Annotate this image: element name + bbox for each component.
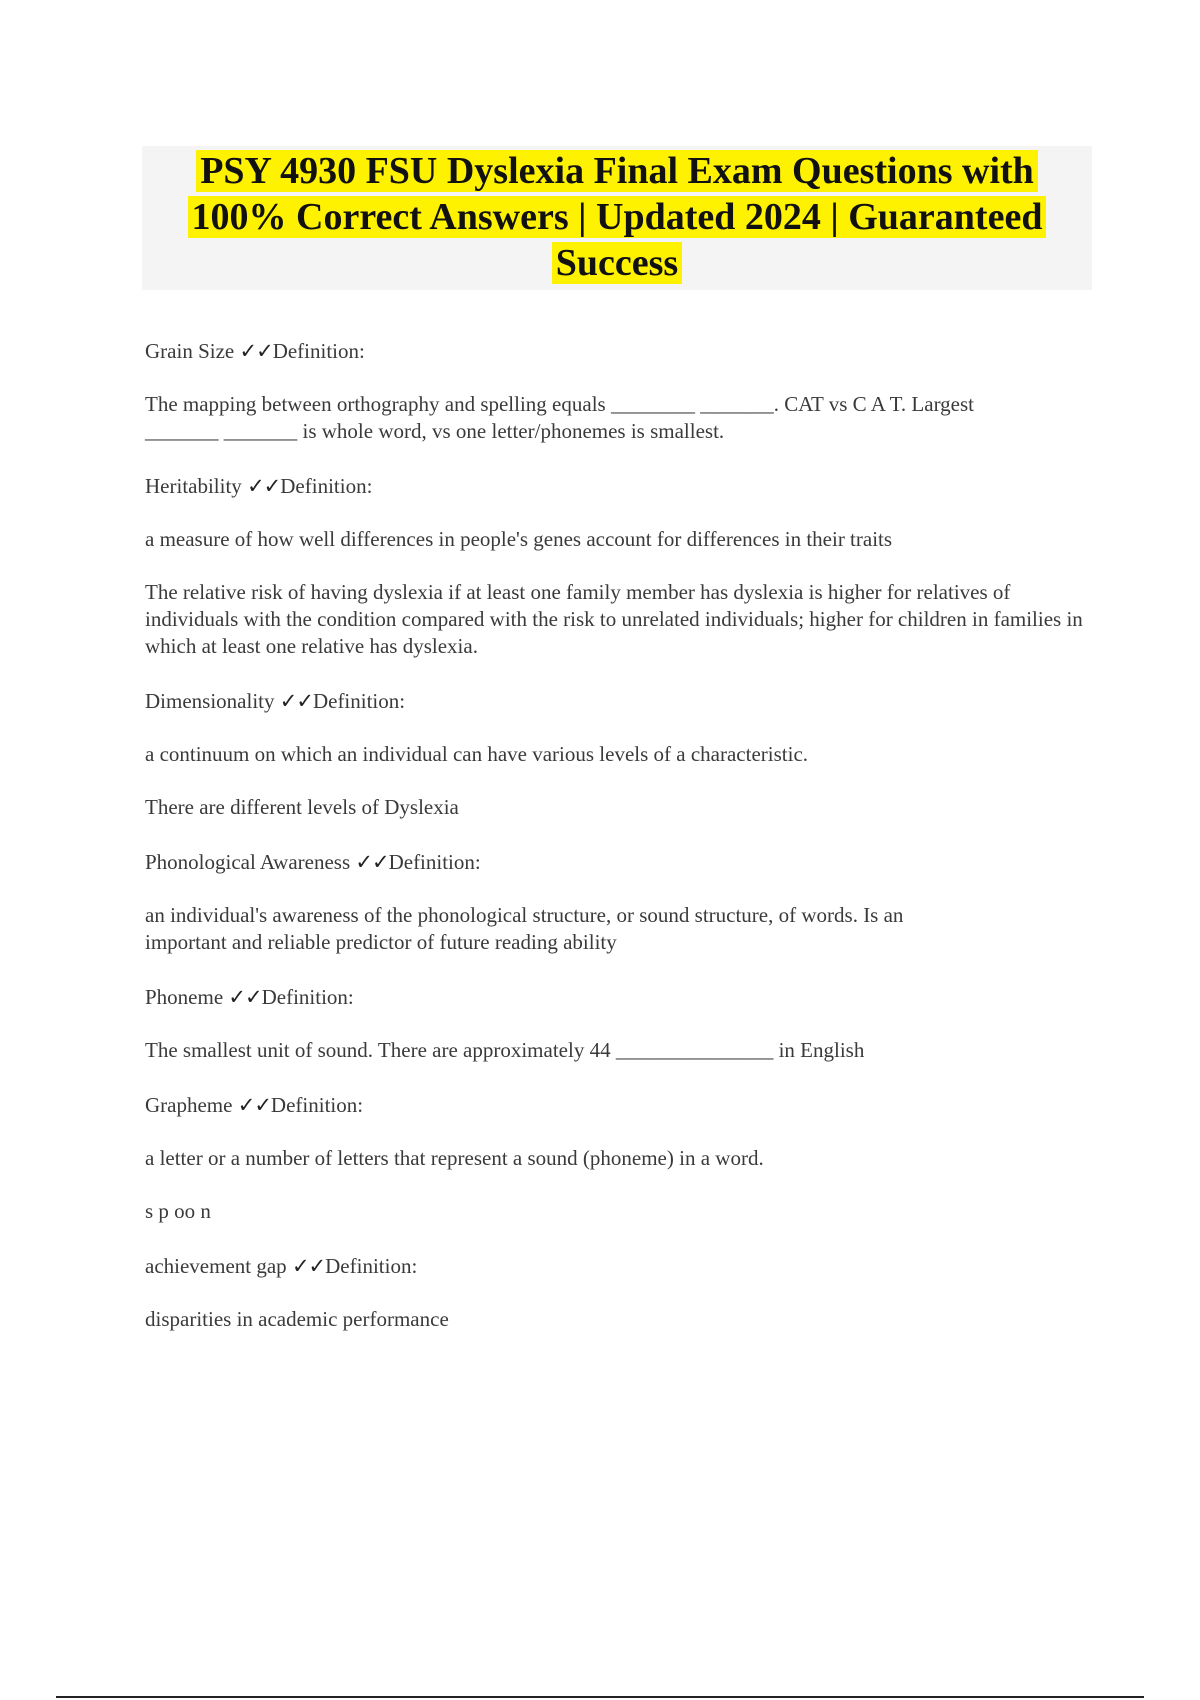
double-check-icon: ✓✓ [291, 1254, 326, 1278]
definition-label: Definition: [270, 1093, 364, 1117]
definition-label: Definition: [261, 985, 354, 1009]
double-check-icon: ✓✓ [237, 1093, 271, 1117]
term-label: Heritability [145, 474, 242, 498]
title-line-3: Success [552, 242, 682, 284]
definition-label: Definition: [325, 1254, 418, 1278]
definition-text: disparities in academic performance [145, 1307, 449, 1331]
double-check-icon: ✓✓ [247, 474, 281, 498]
title-line-2: 100% Correct Answers | Updated 2024 | Guaranteed [188, 196, 1047, 238]
definition-text: The relative risk of having dyslexia if at least one family member has dyslexia is higher for relatives of individuals with the condition compared with the risk to unrelated individuals; higher for children in families in which at least one relative has dyslexia. [145, 580, 1083, 658]
term-label: Dimensionality [145, 689, 275, 713]
flashcard-list [145, 338, 1095, 1333]
term-label: Grapheme [145, 1093, 233, 1117]
definition-label: Definition: [312, 689, 406, 713]
definition-text: an individual's awareness of the phonological structure, or sound structure, of words. Is an important and reliable predictor of future reading ability [145, 903, 904, 954]
term-label: Grain Size [145, 339, 235, 363]
page-bottom-rule [56, 1696, 1144, 1698]
definition-text: a letter or a number of letters that represent a sound (phoneme) in a word. [145, 1146, 764, 1170]
definition-label: Definition: [280, 474, 373, 498]
term-heading [145, 473, 1095, 500]
double-check-icon: ✓✓ [355, 850, 389, 874]
double-check-icon: ✓✓ [279, 689, 313, 713]
definition-text: a measure of how well differences in people's genes account for differences in their traits [145, 527, 893, 551]
term-heading [145, 1092, 1095, 1119]
term-heading [145, 338, 1095, 365]
definition-text: a continuum on which an individual can have various levels of a characteristic. [145, 742, 809, 766]
definition-label: Definition: [272, 339, 365, 363]
term-heading [145, 984, 1095, 1011]
definition-label: Definition: [388, 850, 481, 874]
definition-text: s p oo n [145, 1199, 211, 1223]
term-label: achievement gap [145, 1254, 287, 1278]
double-check-icon: ✓✓ [239, 339, 273, 363]
definition-text: The mapping between orthography and spelling equals ________ _______. CAT vs C A T. Largest _______ _______ is whole word, vs one letter/phonemes is smallest. [145, 392, 975, 443]
document-title [142, 148, 1092, 286]
definition-text: The smallest unit of sound. There are approximately 44 _______________ in English [145, 1038, 865, 1062]
double-check-icon: ✓✓ [228, 985, 262, 1009]
term-heading [145, 1253, 1095, 1280]
term-label: Phoneme [145, 985, 224, 1009]
definition-text: There are different levels of Dyslexia [145, 795, 459, 819]
term-heading [145, 849, 1095, 876]
title-block [142, 146, 1092, 290]
term-label: Phonological Awareness [145, 850, 351, 874]
term-heading [145, 688, 1095, 715]
title-line-1: PSY 4930 FSU Dyslexia Final Exam Questions with [196, 150, 1038, 192]
